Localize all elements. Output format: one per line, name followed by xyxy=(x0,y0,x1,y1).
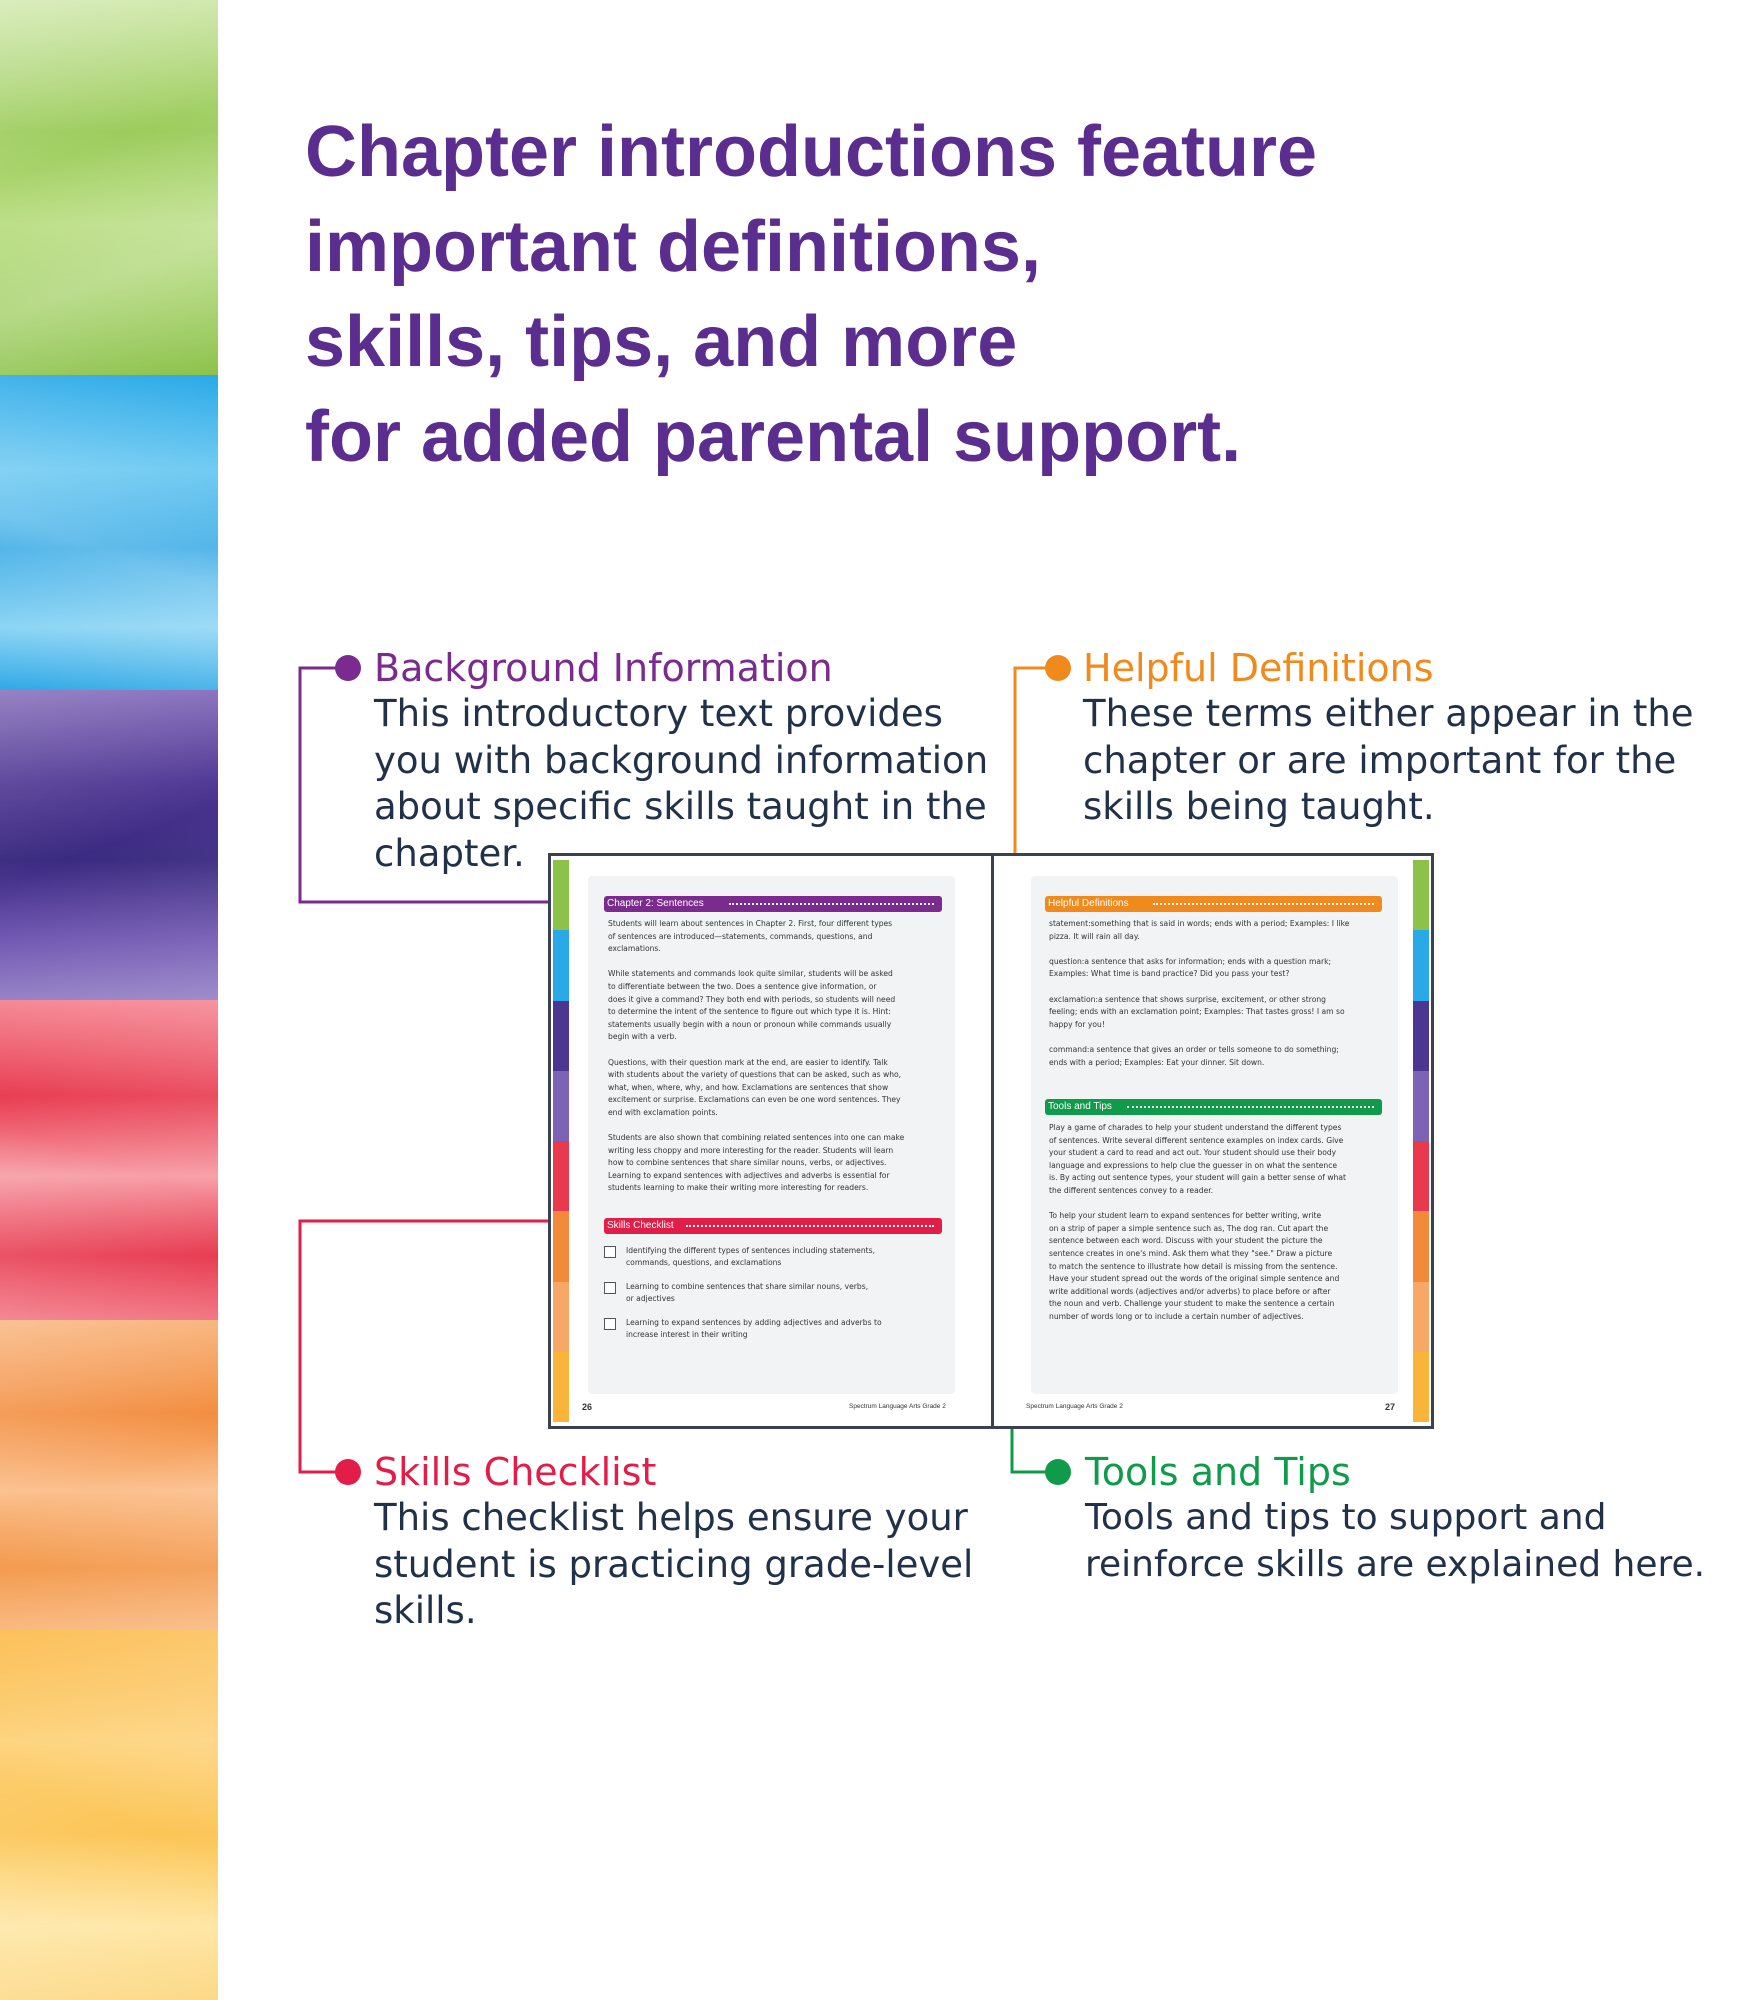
right-page xyxy=(1031,876,1398,1394)
callout-body-line: This introductory text provides xyxy=(374,692,943,735)
headline-line: for added parental support. xyxy=(305,397,1242,477)
book-spine xyxy=(991,856,994,1426)
decorative-color-strip xyxy=(0,0,218,2000)
blue-band xyxy=(0,375,218,690)
callout-body-line: reinforce skills are explained here. xyxy=(1085,1543,1706,1585)
callout-body-line: Tools and tips to support and xyxy=(1085,1497,1607,1538)
callout-body xyxy=(374,1495,973,1635)
tips-bar-label: Tools and Tips xyxy=(1048,1101,1112,1112)
purple-band xyxy=(0,690,218,1000)
callout-body-line: you with background information xyxy=(374,738,989,782)
page-footer: Spectrum Language Arts Grade 2 xyxy=(1026,1403,1123,1410)
green-band xyxy=(0,0,218,375)
paragraph: Students are also shown that combining related sentences into one can make writing less choppy and more interesting for the reader. Students will learn how to combine sentences that share similar nouns, verbs, or adjectives. Learning to expand sentences with adjectives and adverbs is essential for students learning to make their writing more interesting for readers. xyxy=(608,1133,905,1193)
checkbox[interactable] xyxy=(604,1282,616,1294)
callout-title: Tools and Tips xyxy=(1085,1450,1351,1494)
chapter-bar-label: Chapter 2: Sentences xyxy=(607,898,704,909)
definitions-bar xyxy=(1045,896,1382,912)
callout-title: Background Information xyxy=(374,646,833,690)
left-color-edge xyxy=(553,860,569,1422)
callout-body-line: chapter or are important for the xyxy=(1083,738,1677,782)
checkbox[interactable] xyxy=(604,1246,616,1258)
headline-line: skills, tips, and more xyxy=(305,302,1018,382)
definitions-dot-icon xyxy=(1045,655,1071,681)
definition: question:a sentence that asks for information; ends with a question mark; Examples: What time is band practice? Did you pass your test? xyxy=(1049,956,1332,979)
page-footer: Spectrum Language Arts Grade 2 xyxy=(849,1403,946,1410)
checkbox[interactable] xyxy=(604,1318,616,1330)
callout-body-line: skills being taught. xyxy=(1083,785,1435,828)
callout-title: Helpful Definitions xyxy=(1083,646,1434,690)
background-dot-icon xyxy=(335,655,361,681)
callout-body xyxy=(1083,691,1694,831)
definition: exclamation:a sentence that shows surprise, excitement, or other strong feeling; ends with an exclamation point; Examples: That tastes gross! I am so happy for you! xyxy=(1049,994,1345,1029)
checklist-item: Identifying the different types of sentences including statements, commands, questions, and exclamations xyxy=(626,1246,876,1268)
right-color-edge xyxy=(1413,860,1429,1422)
callout-body-line: about specific skills taught in the xyxy=(374,785,987,828)
callout-body-line: skills. xyxy=(374,1589,477,1632)
tips-text xyxy=(1049,1122,1384,1336)
tips-bar xyxy=(1045,1099,1382,1115)
callout-background-information xyxy=(374,645,988,877)
paragraph: While statements and commands look quite similar, students will be asked to differentiate between the two. Does a sentence give information, or does it give a command? They both end with periods, so students will need to determine the intent of the sentence to figure out which type it is. Hint: statements usually begin with a noun or pronoun while commands usually begin with a verb. xyxy=(608,969,896,1042)
tools-dot-icon xyxy=(1045,1459,1071,1485)
paragraph: Play a game of charades to help your student understand the different types of sentences. Write several different sentence examples on index cards. Give your student a card to read and act out. Your student should use their body language and expressions to help clue the guesser in on what the sentence is. By acting out sentence types, your student will gain a better sense of what the different sentences convey to a reader. xyxy=(1049,1123,1347,1195)
callout-tools-and-tips xyxy=(1085,1449,1705,1588)
callout-body-line: student is practicing grade-level xyxy=(374,1542,974,1586)
yellow-band xyxy=(0,1630,218,2000)
callout-helpful-definitions xyxy=(1083,645,1694,831)
book-spread xyxy=(548,853,1434,1429)
paragraph: To help your student learn to expand sentences for better writing, write on a strip of paper a simple sentence such as, The dog ran. Cut apart the sentence between each word. Discuss with your student the picture the sentence creates in one's mind. Ask them what they "see." Draw a picture to match the sentence to illustrate how detail is missing from the sentence. Have your student spread out the words of the original simple sentence and write additional words (adjectives and/or adverbs) to place before or after the noun and verb. Challenge your student to make the sentence a certain number of words long or to include a certain number of adjectives. xyxy=(1049,1211,1340,1321)
page-number: 26 xyxy=(582,1402,593,1412)
checklist-leader-line xyxy=(300,1221,593,1472)
callout-title: Skills Checklist xyxy=(374,1450,657,1494)
left-page xyxy=(588,876,955,1394)
background-text xyxy=(608,918,938,1208)
definition: statement:something that is said in words; ends with a period; Examples: I like pizza. It will rain all day. xyxy=(1049,919,1350,941)
page-number: 27 xyxy=(1385,1402,1396,1412)
callout-body xyxy=(374,691,988,877)
chapter-bar xyxy=(604,896,942,912)
definitions-text xyxy=(1049,918,1384,1082)
headline-line: Chapter introductions feature xyxy=(305,112,1318,192)
callout-body xyxy=(1085,1495,1705,1588)
paragraph: Students will learn about sentences in Chapter 2. First, four different types of sentences are introduced—statements, commands, questions, and exclamations. xyxy=(608,919,893,954)
checklist-item: Learning to expand sentences by adding adjectives and adverbs to increase interest in their writing xyxy=(626,1318,882,1340)
callout-body-line: chapter. xyxy=(374,831,525,875)
red-band xyxy=(0,1000,218,1320)
callout-skills-checklist xyxy=(374,1449,973,1635)
callout-body-line: This checklist helps ensure your xyxy=(374,1496,968,1539)
definitions-bar-label: Helpful Definitions xyxy=(1048,898,1129,909)
headline-line: important definitions, xyxy=(305,207,1041,287)
definition: command:a sentence that gives an order or tells someone to do something; ends with a period; Examples: Eat your dinner. Sit down. xyxy=(1049,1044,1339,1067)
checklist-bar xyxy=(604,1218,942,1234)
orange-band xyxy=(0,1320,218,1630)
checklist-dot-icon xyxy=(335,1459,361,1485)
checklist-item: Learning to combine sentences that share similar nouns, verbs, or adjectives xyxy=(626,1282,869,1304)
paragraph: Questions, with their question mark at the end, are easier to identify. Talk with students about the variety of questions that can be asked, such as who, what, when, where, why, and how. Exclamations are sentences that show excitement or surprise. Exclamations can even be one word sentences. They end with exclamation points. xyxy=(608,1057,902,1117)
headline xyxy=(305,105,1605,485)
callout-body-line: These terms either appear in the xyxy=(1083,692,1694,735)
checklist-bar-label: Skills Checklist xyxy=(607,1220,674,1231)
